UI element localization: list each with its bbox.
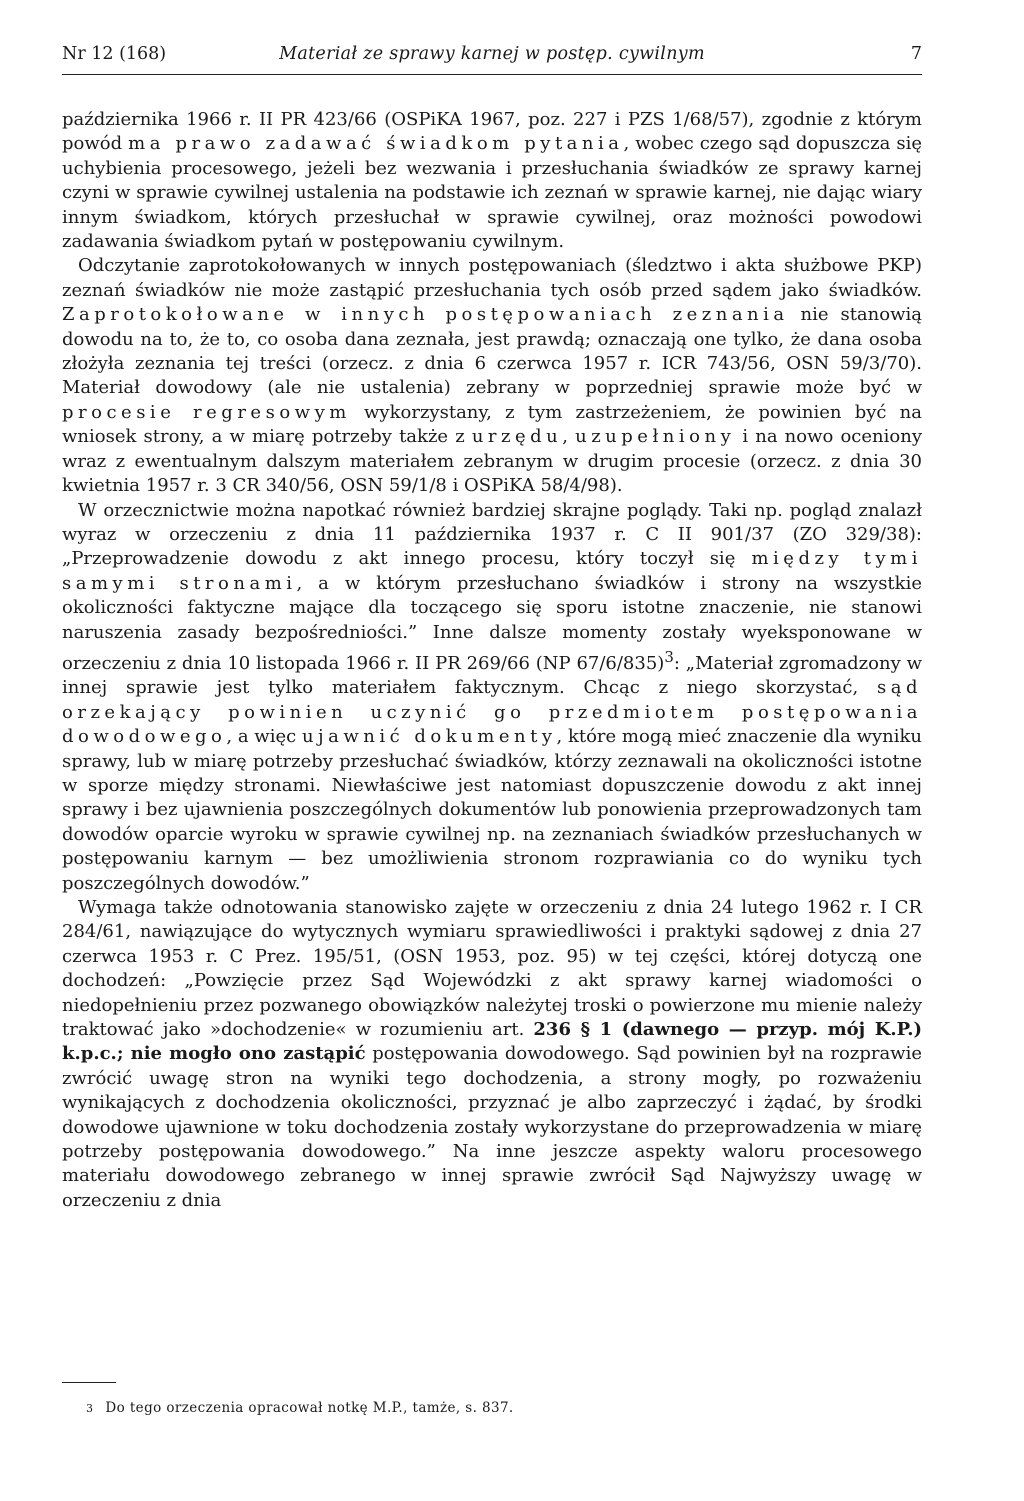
text-run: postępowania dowodowego. Sąd powinien był na rozprawie zwrócić uwagę stron na wyniki tego dochodzenia, a strony mogły, po rozważeniu wynikających z dochodzenia okoliczności, przyznać je albo zaprzeczyć i żądać, by środki dowodowe ujawnione w toku dochodzenia zostały wykorzystane do przeprowadzenia w miarę potrzeby postępowania dowodowego.” Na inne jeszcze aspekty waloru procesowego materiału dowodowego zebranego w innej sprawie zwrócił Sąd Najwyższy uwagę w orzeczeniu z dnia bbox=[62, 1043, 923, 1211]
text-run: wykorzystany, z tym zastrzeżeniem, że powinien być na wniosek strony, a w miarę potrzeby także z bbox=[62, 401, 922, 448]
footnote-number: 3 bbox=[86, 1402, 94, 1415]
text-run: : „Materiał zgromadzony w innej sprawie jest tylko materiałem faktycznym. Chcąc z niego skorzystać, bbox=[62, 652, 922, 699]
text-run: Wymaga także odnotowania stanowisko zajęte w orzeczeniu z dnia 24 lutego 1962 r. I CR 284/61, nawiązujące do wytycznych wymiaru sprawiedliwości i praktyki sądowej z dnia 27 czerwca 1953 r. C Prez. 195/51, (OSN 1953, poz. 95) w tej części, której dotyczą one dochodzeń: „Powzięcie przez Sąd Wojewódzki z akt sprawy karnej wiadomości o niedopełnieniu przez pozwanego obowiązków należytej troski o powierzone mu mienie należy traktować jako »dochodzenie« w rozumieniu art. bbox=[62, 897, 922, 1041]
paragraph-1 bbox=[62, 108, 922, 254]
text-run: nie stanowią dowodu na to, że to, co osoba dana zeznała, jest prawdą; oznaczają one tylko, że dana osoba złożyła zeznania tej treści (orzecz. z dnia 6 czerwca 1957 r. ICR 743/56, OSN 59/3/70). Materiał dowodowy (ale nie ustalenia) zebrany w poprzedniej sprawie może być w bbox=[62, 304, 922, 399]
body-text bbox=[62, 108, 922, 1213]
text-run: i na nowo oceniony wraz z ewentualnym dalszym materiałem zebranym w drugim procesie (orzecz. z dnia 30 kwietnia 1957 r. 3 CR 340/56, OSN 59/1/8 i OSPiKA 58/4/98). bbox=[62, 426, 922, 497]
running-header bbox=[62, 44, 922, 78]
issue-number: Nr 12 (168) bbox=[62, 44, 167, 64]
paragraph-3 bbox=[62, 499, 922, 897]
footnote-reference: 3 bbox=[664, 647, 674, 666]
text-run: , a więc bbox=[226, 726, 302, 748]
spaced-emphasis: między tymi samymi stronami bbox=[62, 548, 922, 594]
footnote-text: Do tego orzeczenia opracował notkę M.P., tamże, s. 837. bbox=[105, 1400, 514, 1416]
text-run: , wobec czego sąd dopuszcza się uchybienia procesowego, jeżeli bez wezwania i przesłuchania świadków ze sprawy karnej czyni w sprawie cywilnej ustalenia na podstawie ich zeznań w sprawie karnej, nie dając wiary innym świadkom, których przesłuchał w sprawie cywilnej, oraz możności powodowi zadawania świadkom pytań w postępowaniu cywilnym. bbox=[62, 133, 922, 253]
spaced-emphasis: uzupełniony bbox=[575, 426, 736, 448]
text-run: , bbox=[562, 426, 576, 448]
bold-emphasis: 236 § 1 (dawnego — przyp. mój K.P.) k.p.c.; nie mogło ono zastąpić bbox=[62, 1019, 922, 1065]
paragraph-2 bbox=[62, 254, 922, 498]
text-run: , a w którym przesłuchano świadków i strony na wszystkie okoliczności faktyczne mające dla toczącego się sporu istotne znaczenie, nie stanowi naruszenia zasady bezpośredniości.” Inne dalsze momenty zostały wyeksponowane w orzeczeniu z dnia 10 listopada 1966 r. II PR 269/66 (NP 67/6/835) bbox=[62, 572, 922, 674]
header-rule bbox=[62, 74, 922, 75]
spaced-emphasis: sąd orzekający powinien uczynić go przedmiotem postępowania dowodowego bbox=[62, 677, 922, 748]
text-run: , które mogą mieć znaczenie dla wyniku sprawy, lub w miarę potrzeby przesłuchać świadków, którzy zeznawali na okoliczności istotne w sporze między stronami. Niewłaściwe jest natomiast dopuszczenie dowodu z akt innej sprawy i bez ujawnienia poszczególnych dokumentów lub ponowienia przeprowadzonych tam dowodów oparcie wyroku w sprawie cywilnej np. na zeznaniach świadków przesłuchanych w postępowaniu karnym — bez umożliwienia stronom rozprawiania co do wyniku tych poszczególnych dowodów.” bbox=[62, 726, 923, 894]
page-number: 7 bbox=[910, 44, 922, 64]
spaced-emphasis: urzędu bbox=[471, 426, 563, 448]
running-title: Materiał ze sprawy karnej w postęp. cywilnym bbox=[279, 44, 705, 64]
spaced-emphasis: Zaprotokołowane w innych postępowaniach zeznania bbox=[62, 304, 789, 326]
text-run: października 1966 r. II PR 423/66 (OSPiKA 1967, poz. 227 i PZS 1/68/57), zgodnie z którym powód bbox=[62, 109, 922, 155]
paragraph-4 bbox=[62, 896, 922, 1213]
text-run: W orzecznictwie można napotkać również bardziej skrajne poglądy. Taki np. pogląd znalazł wyraz w orzeczeniu z dnia 11 października 1937 r. C II 901/37 (ZO 329/38): „Przeprowadzenie dowodu z akt innego procesu, który toczył się bbox=[62, 499, 922, 570]
text-run: Odczytanie zaprotokołowanych w innych postępowaniach (śledztwo i akta służbowe PKP) zeznań świadków nie może zastąpić przesłuchania tych osób przed sądem jako świadków. bbox=[62, 255, 922, 301]
spaced-emphasis: ujawnić dokumenty bbox=[301, 726, 557, 748]
footnote-rule bbox=[62, 1382, 116, 1383]
spaced-emphasis: procesie regresowym bbox=[62, 401, 351, 423]
footnote bbox=[86, 1400, 916, 1416]
spaced-emphasis: ma prawo zadawać świadkom pytania bbox=[128, 133, 624, 155]
